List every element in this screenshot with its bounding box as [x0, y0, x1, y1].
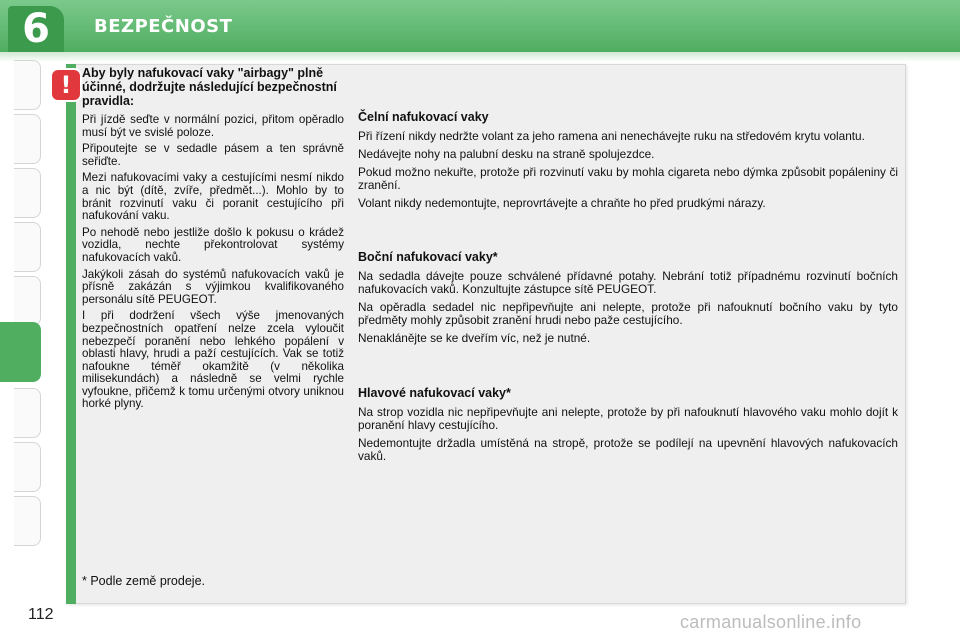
header-gradient	[0, 52, 960, 62]
chapter-tab[interactable]	[14, 114, 41, 164]
watermark: carmanualsonline.info	[680, 612, 862, 632]
footnote: * Podle země prodeje.	[82, 574, 205, 588]
panel-accent-stripe	[66, 64, 76, 604]
chapter-tab[interactable]	[14, 442, 41, 492]
chapter-tab[interactable]	[14, 276, 41, 326]
chapter-tab[interactable]	[14, 168, 41, 218]
chapter-tab[interactable]	[14, 388, 41, 438]
chapter-tab[interactable]	[14, 222, 41, 272]
section-paragraph: Volant nikdy nedemontujte, neprovrtávejte a chraňte ho před prudkými nárazy.	[358, 196, 766, 210]
chapter-tab[interactable]	[14, 496, 41, 546]
section-heading: Boční nafukovací vaky*	[358, 250, 498, 264]
section-paragraph: Při řízení nikdy nedržte volant za jeho ramena ani nenechávejte ruku na středovém krytu volantu.	[358, 129, 865, 143]
rule-paragraph: Při jízdě seďte v normální pozici, přitom opěradlo musí být ve svislé poloze.	[82, 113, 344, 139]
section-paragraph: Na sedadla dávejte pouze schválené přídavné potahy. Nebrání totiž případnému rozvinutí bočních nafukovacích vaků. Konzultujte zástupce sítě PEUGEOT.	[358, 269, 898, 296]
section-heading: Čelní nafukovací vaky	[358, 110, 489, 124]
section-paragraph: Na strop vozidla nic nepřipevňujte ani nelepte, protože by při nafouknutí hlavového vaku mohlo dojít k poranění hlavy cestujícího.	[358, 405, 898, 432]
section-side-airbags	[358, 250, 898, 350]
rule-paragraph: Po nehodě nebo jestliže došlo k pokusu o krádež vozidla, nechte překontrolovat systémy nafukovacích vaků.	[82, 225, 344, 264]
chapter-tab-active[interactable]	[0, 322, 41, 382]
chapter-tab[interactable]	[14, 60, 41, 110]
section-front-airbags	[358, 110, 898, 215]
section-paragraph: Nedemontujte držadla umístěná na stropě, protože se podílejí na upevnění hlavových nafukovacích vaků.	[358, 436, 898, 463]
rule-paragraph: Mezi nafukovacími vaky a cestujícími nesmí nikdo a nic být (dítě, zvíře, předmět...). Mohlo by to bránit rozvinutí vaku či poranit cestujícího při nafukování vaku.	[82, 171, 344, 223]
chapter-tab-rail	[0, 60, 44, 580]
left-column	[82, 66, 344, 415]
section-paragraph: Nenaklánějte se ke dveřím víc, než je nutné.	[358, 331, 591, 345]
chapter-number: 6	[8, 6, 64, 52]
rule-paragraph: Jakýkoli zásah do systémů nafukovacích vaků je přísně zakázán s výjimkou kvalifikovaného personálu sítě PEUGEOT.	[82, 267, 344, 306]
safety-rules-heading: Aby byly nafukovací vaky "airbagy" plně účinné, dodržujte následující bezpečnostní pravidla:	[82, 66, 337, 108]
section-paragraph: Nedávejte nohy na palubní desku na straně spolujezdce.	[358, 147, 655, 161]
rule-paragraph: Připoutejte se v sedadle pásem a ten správně seřiďte.	[82, 142, 344, 168]
rule-paragraph: I při dodržení všech výše jmenovaných bezpečnostních opatření nelze zcela vyloučit nebezpečí poranění nebo lehkého popálení v oblasti hlavy, hrudi a paží cestujících. Vak se totiž nafoukne téměř okamžitě (v několika milisekundách) a následně se velmi rychle vyfoukne, přičemž k tomu určenými otvory uniknou horké plyny.	[82, 309, 344, 411]
chapter-title: BEZPEČNOST	[94, 16, 233, 37]
section-paragraph: Na opěradla sedadel nic nepřipevňujte ani nelepte, protože při nafouknutí bočního vaku by tyto předměty mohly způsobit zranění hrudi nebo paže cestujícího.	[358, 300, 898, 327]
section-curtain-airbags	[358, 386, 898, 468]
section-heading: Hlavové nafukovací vaky*	[358, 386, 511, 400]
exclamation-icon: !	[52, 70, 80, 100]
page-number: 112	[28, 606, 54, 623]
section-paragraph: Pokud možno nekuřte, protože při rozvinutí vaku by mohla cigareta nebo dýmka způsobit popáleniny či zranění.	[358, 165, 898, 192]
